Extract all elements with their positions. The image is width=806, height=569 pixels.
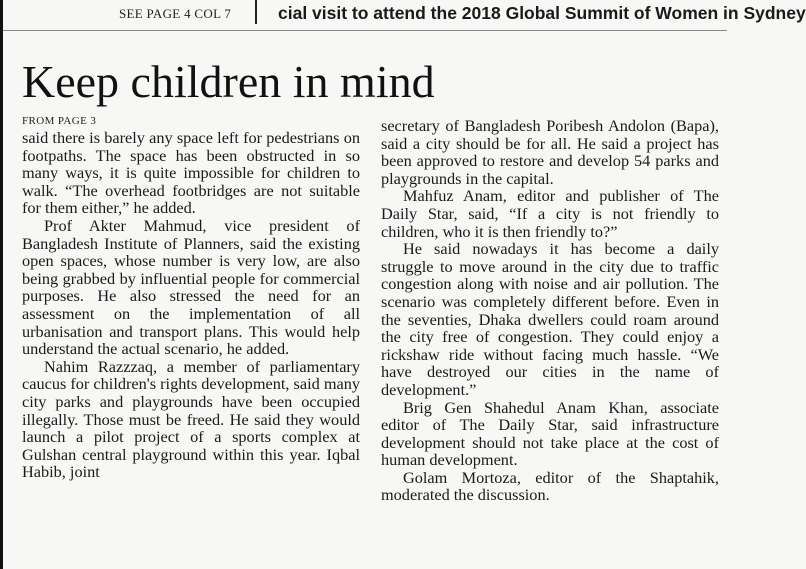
paragraph: Mahfuz Anam, editor and publisher of The Daily Star, said, “If a city is not friendly to children, who it is then friendly to?” [381,186,719,241]
jump-dateline: FROM PAGE 3 [22,115,97,127]
paragraph: secretary of Bangladesh Poribesh Andolon (Bapa), said a city should be for all. He said a project has been approved to restore and develop 54 parks and playgrounds in the capital. [381,116,719,188]
paragraph: Prof Akter Mahmud, vice president of Bangladesh Institute of Planners, said the existing open spaces, whose number is very low, are also being grabbed by influential people for commercial purposes. He also stressed the need for an assessment on the implementation of all urbanisation and transport plans. This would help understand the actual scenario, he added. [22,215,360,359]
section-rule [3,30,727,31]
paragraph: Golam Mortoza, editor of the Shaptahik, moderated the discussion. [381,467,719,505]
previous-story-jump-bar [0,0,806,30]
page-edge-rule [0,0,3,569]
teaser-text: cial visit to attend the 2018 Global Summit of Women in Sydney [278,3,806,23]
paragraph: Brig Gen Shahedul Anam Khan, associate editor of The Daily Star, said infrastructure development should not take place at the cost of human development. [381,397,719,470]
column-divider [255,0,257,24]
article-column-left [22,129,360,481]
paragraph: said there is barely any space left for pedestrians on footpaths. The space has been obstructed in so many ways, it is quite impossible for children to walk. “The overhead footbridges are not suitable for them either,” he added. [22,128,360,218]
paragraph: Nahim Razzzaq, a member of parliamentary caucus for children's rights development, said many city parks and playgrounds have been occupied illegally. Those must be freed. He said they would launch a pilot project of a sports complex at Gulshan central playground within this year. Iqbal Habib, joint [22,356,360,482]
jump-line: SEE PAGE 4 COL 7 [119,6,232,21]
paragraph: He said nowadays it has become a daily struggle to move around in the city due to traffic congestion along with noise and air pollution. The scenario was completely different before. Even in the seventies, Dhaka dwellers could roam around the city free of congestion. They could enjoy a rickshaw ride without facing much hassle. “We have destroyed our cities in the name of development.” [381,239,719,399]
article-headline: Keep children in mind [22,56,435,107]
article-column-right [381,117,719,504]
